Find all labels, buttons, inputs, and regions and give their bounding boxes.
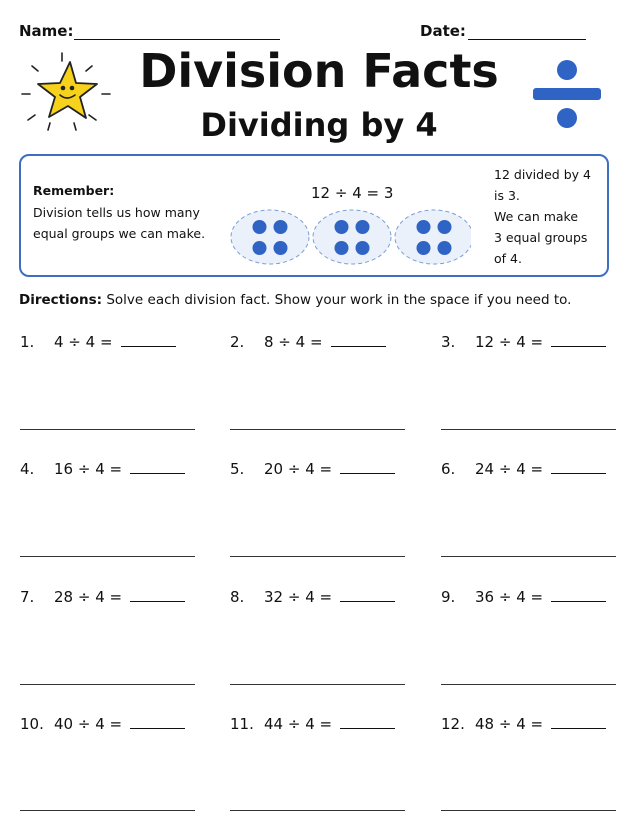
problem-number: 5. — [230, 460, 245, 478]
explanation-line: of 4. — [494, 251, 522, 266]
explanation-line: 3 equal groups — [494, 230, 588, 245]
problem-number: 2. — [230, 333, 245, 351]
group-oval — [395, 210, 471, 264]
remember-body-line: Division tells us how many — [33, 205, 200, 220]
work-space-line[interactable] — [441, 429, 616, 430]
remember-heading: Remember: — [33, 183, 115, 198]
work-space-line[interactable] — [230, 556, 405, 557]
remember-body-line: equal groups we can make. — [33, 226, 206, 241]
remember-explanation — [494, 164, 591, 269]
work-space-line[interactable] — [20, 684, 195, 685]
answer-blank[interactable] — [130, 587, 185, 602]
problem-item — [230, 332, 386, 351]
answer-blank[interactable] — [551, 587, 606, 602]
answer-blank[interactable] — [331, 332, 386, 347]
problem-item — [441, 587, 606, 606]
answer-blank[interactable] — [551, 459, 606, 474]
group-dot — [274, 241, 288, 255]
answer-blank[interactable] — [551, 332, 606, 347]
date-label: Date: — [420, 22, 466, 40]
problem-expression: 28 ÷ 4 = — [54, 588, 123, 606]
answer-blank[interactable] — [340, 714, 395, 729]
group-dot — [356, 241, 370, 255]
problem-expression: 12 ÷ 4 = — [475, 333, 544, 351]
problem-item — [441, 332, 606, 351]
problem-item — [441, 459, 606, 478]
directions-text: Solve each division fact. Show your work in the space if you need to. — [102, 292, 572, 308]
work-space-line[interactable] — [441, 556, 616, 557]
answer-blank[interactable] — [340, 459, 395, 474]
problem-number: 9. — [441, 588, 456, 606]
problem-item — [20, 714, 185, 733]
problem-expression: 24 ÷ 4 = — [475, 460, 544, 478]
problem-expression: 44 ÷ 4 = — [264, 715, 333, 733]
page-title: Division Facts — [139, 44, 499, 98]
problem-number: 10. — [20, 715, 44, 733]
directions — [19, 292, 571, 308]
problem-number: 3. — [441, 333, 456, 351]
directions-label: Directions: — [19, 292, 103, 308]
explanation-line: 12 divided by 4 — [494, 167, 591, 182]
answer-blank[interactable] — [121, 332, 176, 347]
problem-expression: 8 ÷ 4 = — [264, 333, 323, 351]
group-dot — [253, 220, 267, 234]
problem-number: 12. — [441, 715, 465, 733]
work-space-line[interactable] — [230, 429, 405, 430]
group-dot — [274, 220, 288, 234]
group-dot — [417, 241, 431, 255]
problem-number: 6. — [441, 460, 456, 478]
problem-expression: 36 ÷ 4 = — [475, 588, 544, 606]
problem-number: 1. — [20, 333, 35, 351]
problem-item — [441, 714, 606, 733]
work-space-line[interactable] — [20, 556, 195, 557]
explanation-line: is 3. — [494, 188, 520, 203]
remember-box — [19, 154, 609, 277]
problem-expression: 32 ÷ 4 = — [264, 588, 333, 606]
group-oval — [313, 210, 391, 264]
problem-number: 4. — [20, 460, 35, 478]
work-space-line[interactable] — [230, 684, 405, 685]
work-space-line[interactable] — [230, 810, 405, 811]
problem-item — [230, 459, 395, 478]
group-dot — [356, 220, 370, 234]
problem-item — [20, 459, 185, 478]
date-field[interactable] — [468, 39, 586, 40]
answer-blank[interactable] — [340, 587, 395, 602]
answer-blank[interactable] — [130, 714, 185, 729]
problem-number: 7. — [20, 588, 35, 606]
name-field[interactable] — [74, 39, 280, 40]
problem-expression: 16 ÷ 4 = — [54, 460, 123, 478]
page-subtitle: Dividing by 4 — [200, 106, 438, 144]
work-space-line[interactable] — [441, 810, 616, 811]
problem-expression: 4 ÷ 4 = — [54, 333, 113, 351]
problem-item — [230, 587, 395, 606]
group-dot — [253, 241, 267, 255]
group-oval — [231, 210, 309, 264]
problem-item — [20, 332, 176, 351]
problem-expression: 20 ÷ 4 = — [264, 460, 333, 478]
remember-equation: 12 ÷ 4 = 3 — [311, 184, 394, 202]
answer-blank[interactable] — [130, 459, 185, 474]
work-space-line[interactable] — [441, 684, 616, 685]
explanation-line: We can make — [494, 209, 579, 224]
problem-item — [230, 714, 395, 733]
equal-groups-diagram — [227, 208, 471, 266]
problem-number: 8. — [230, 588, 245, 606]
answer-blank[interactable] — [551, 714, 606, 729]
group-dot — [417, 220, 431, 234]
problem-number: 11. — [230, 715, 254, 733]
group-dot — [438, 241, 452, 255]
problem-item — [20, 587, 185, 606]
remember-body — [33, 202, 205, 244]
work-space-line[interactable] — [20, 429, 195, 430]
name-label: Name: — [19, 22, 74, 40]
group-dot — [438, 220, 452, 234]
work-space-line[interactable] — [20, 810, 195, 811]
group-dot — [335, 241, 349, 255]
problem-expression: 40 ÷ 4 = — [54, 715, 123, 733]
problem-expression: 48 ÷ 4 = — [475, 715, 544, 733]
group-dot — [335, 220, 349, 234]
